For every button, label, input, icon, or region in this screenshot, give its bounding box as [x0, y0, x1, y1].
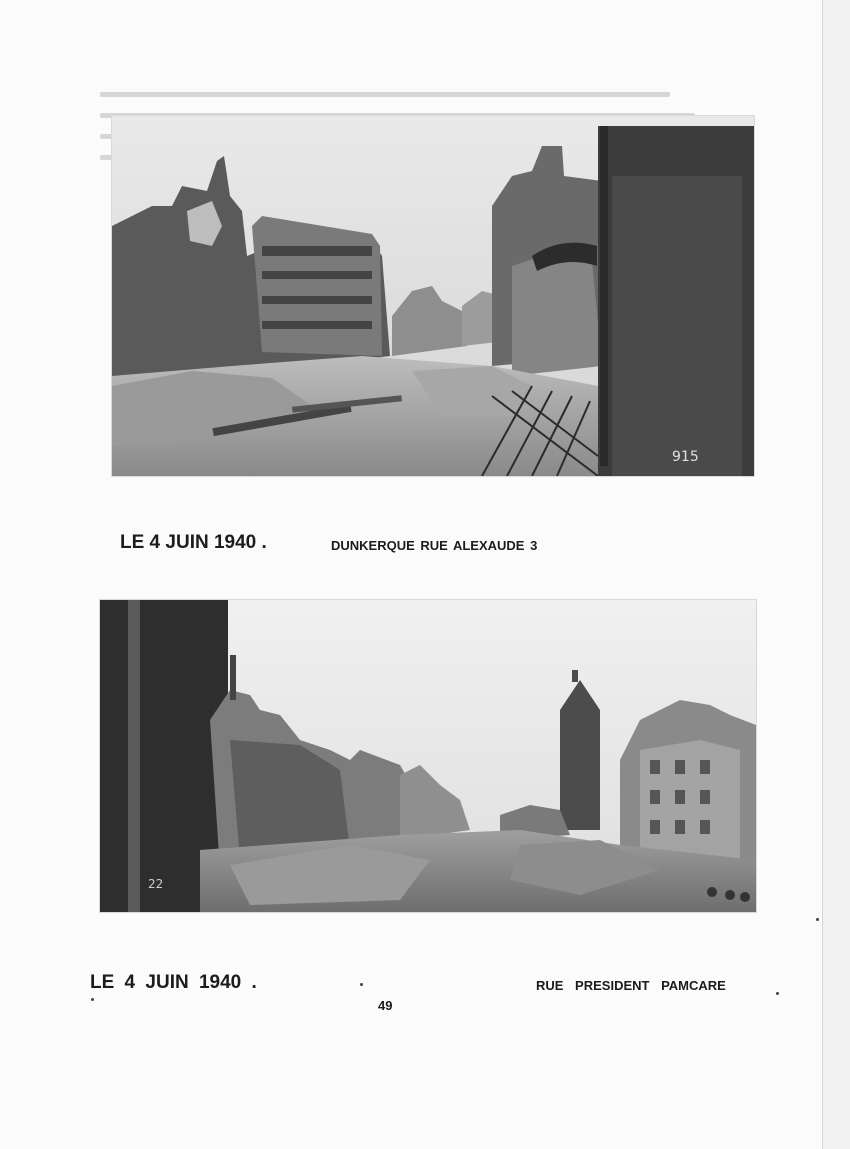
- scanner-edge: [822, 0, 850, 1149]
- speck: [776, 992, 779, 995]
- speck: [91, 998, 94, 1001]
- photo-mark: 22: [148, 877, 164, 891]
- caption-date-2: LE 4 JUIN 1940 .: [90, 972, 257, 993]
- caption-place-1: DUNKERQUE RUE ALEXAUDE 3: [331, 538, 538, 553]
- page-number: 49: [378, 998, 393, 1013]
- speck: [360, 983, 363, 986]
- caption-date-1: LE 4 JUIN 1940 .: [120, 532, 267, 553]
- speck: [816, 918, 819, 921]
- photo-rue-alexaude: [112, 116, 754, 476]
- photo-rue-president: [100, 600, 756, 912]
- caption-place-2: RUE PRESIDENT PAMCARE: [536, 978, 726, 993]
- photo-mark: 915: [672, 449, 699, 465]
